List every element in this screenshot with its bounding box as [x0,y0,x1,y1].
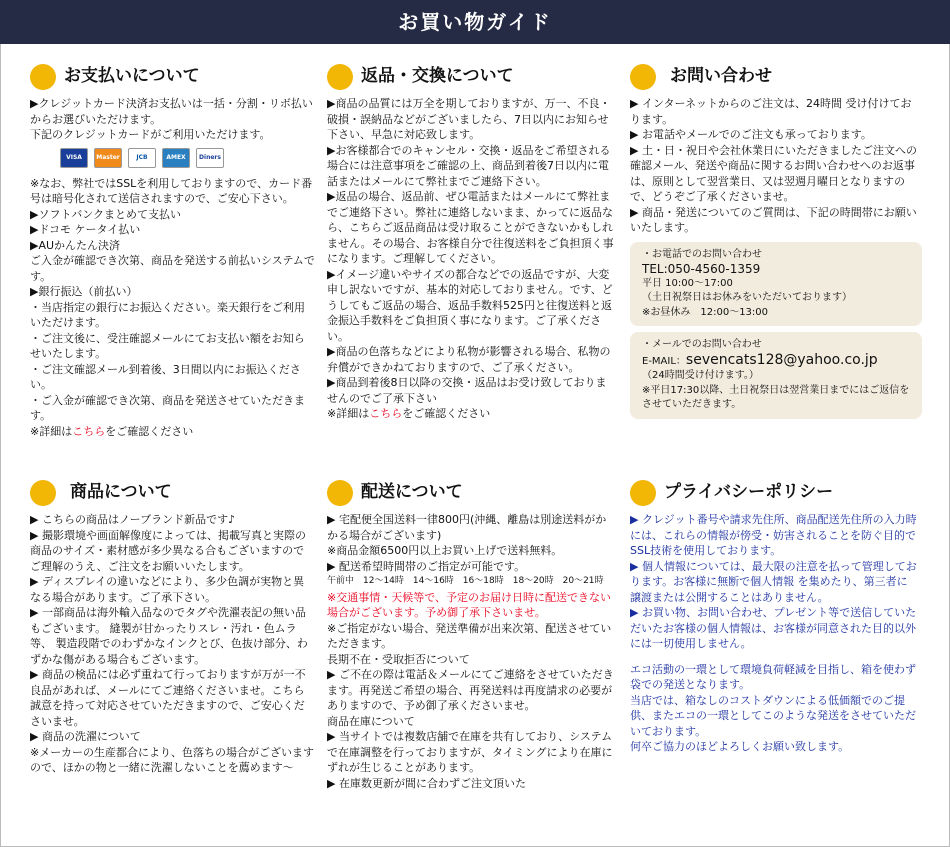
products-body: ▶ こちらの商品はノーブランド新品です♪ ▶ 撮影環境や画面解像度によっては、掲載写真と実際の商品のサイズ・素材感が多少異なる合もございますのでご理解のうえ、ご注文をお願いいたします。 ▶ ディスプレイの違いなどにより、多少色調が実物と異なる場合があります。ご了承下さい。 ▶ 一部商品は海外輸入品なのでタグや洗濯表記の無い品もございます。 縫製が甘かったりスレ・汚れ・色ムラ等、 製造段階でのわずかなインクとび、色抜け部分、わずかな傷がある場合もございます。 ▶ 商品の検品には必ず重ねて行っておりますが万が一不良品があれば、メールにてご連絡くださいませ。こちら誠意を持って対応させていただきますので、ご安心くださいませ。 ▶ 商品の洗濯について ※メーカーの生産都合により、色落ちの場合がございますので、ほかの物と一緒に洗濯しないことを薦めます〜 [30,513,314,774]
returns-detail-note: ※詳細はこちらをご確認ください [327,407,491,420]
cat-icon [30,480,56,506]
diners-logo-icon: Diners [196,148,224,168]
visa-logo-icon: VISA [60,148,88,168]
cat-icon [30,64,56,90]
phone-number: TEL:050-4560-1359 [642,262,761,276]
card-logos [60,148,315,168]
products-section [30,478,315,776]
returns-heading: 返品・交換について [327,62,617,92]
cat-icon [630,480,656,506]
amex-logo-icon: AMEX [162,148,190,168]
contact-body: ▶ インターネットからのご注文は、24時間 受け付けております。 ▶ お電話やメールでのご注文も承っております。 ▶ 土・日・祝日や会社休業日にいただきましたご注文への確認メール、発送や商品に関するお問い合わせへのお返事は、原則として翌営業日、又は翌週月曜日となりますので、どうぞご了承くださいませ。 ▶ 商品・発送についてのご質問は、下記の時間帯にお願いいたします。 [630,97,917,234]
payment-detail-note: ※詳細はこちらをご確認ください [30,424,194,438]
products-heading: 商品について [30,478,315,508]
returns-section [327,62,617,422]
shipping-time-slots: 午前中 12〜14時 14〜16時 16〜18時 18〜20時 20〜21時 [327,576,604,586]
privacy-body-1: ▶ クレジット番号や請求先住所、商品配送先住所の入力時には、これらの情報が傍受・妨害されることを防ぐ目的でSSL技術を使用しております。 ▶ 個人情報については、最大限の注意を払って管理しております。お客様に無断で個人情報 を集めたり、第三者に譲渡または公開することはありません。 ▶ お買い物、お問い合わせ、プレゼント等で送信していただいたお客様の個人情報は、お客様が同意された目的以外には一切使用しません。 [630,513,917,650]
privacy-section [630,478,918,755]
page-header [0,0,950,44]
payment-detail-link[interactable]: こちら [72,424,106,438]
payment-body: ※なお、弊社ではSSLを利用しておりますので、カード番号は暗号化されて送信されますので、ご安心下さい。 ▶ソフトバンクまとめて支払い ▶ドコモ ケータイ払い ▶AUかんたん決済 ご入金が確認でき次第、商品を発送する前払いシステムです。 ▶銀行振込（前払い） ・当店指定の銀行にお振込ください。楽天銀行をご利用いただけます。 ・ご注文後に、受注確認メールにてお支払い額をお知らせいたします。 ・ご注文確認メール到着後、3日間以内にお振込ください。 ・ご入金が確認でき次第、商品を発送させていただきます。 [30,176,315,422]
mastercard-logo-icon: Master [94,148,122,168]
payment-heading: お支払いについて [30,62,315,92]
contact-section [630,62,922,419]
mail-address[interactable]: sevencats128@yahoo.co.jp [685,351,878,368]
page-title: お買い物ガイド [398,10,552,34]
shipping-body-2: ※ご指定がない場合、発送準備が出来次第、配送させていただきます。 長期不在・受取拒否について ▶ ご不在の際は電話＆メールにてご連絡をさせていただきます。再発送ご希望の場合、再発送料は再度請求の必要がありますので、予め御了承くださいませ。 商品在庫について ▶ 当サイトでは複数店舗で在庫を共有しており、システムで在庫調整を行っておりますが、タイミングにより在庫にずれが生じることがあります。 ▶ 在庫数更新が間に合わずご注文頂いた [327,621,614,790]
cat-icon [327,64,353,90]
cat-icon [327,480,353,506]
shipping-body-1: ▶ 宅配便全国送料一律800円(沖縄、離島は別途送料がかかる場合がございます) ※商品金額6500円以上お買い上げで送料無料。 ▶ 配送希望時間帯のご指定が可能です。 [327,513,607,573]
contact-heading: お問い合わせ [630,62,922,92]
jcb-logo-icon: JCB [128,148,156,168]
payment-intro: ▶クレジットカード決済お支払いは一括・分割・リボ払いからお選びいただけます。 下記のクレジットカードがご利用いただけます。 [30,97,313,141]
phone-contact-panel: ・お電話でのお問い合わせ TEL:050-4560-1359 平日 10:00〜17:00 （土日祝祭日はお休みをいただいております） ※お昼休み 12:00〜13:00 [630,242,922,327]
privacy-body-2: エコ活動の一環として環境負荷軽減を目指し、箱を使わず袋での発送となります。 当店では、箱なしのコストダウンによる低価額でのご提供、またエコの一環としてこのような発送をさせていただいております。 何卒ご協力のほどよろしくお願い致します。 [630,662,916,753]
shipping-heading: 配送について [327,478,617,508]
shipping-section [327,478,617,791]
privacy-heading: プライバシーポリシー [630,478,918,508]
payment-section [30,62,315,439]
returns-body: ▶商品の品質には万全を期しておりますが、万一、不良・破損・誤納品などがございましたら、7日以内にお知らせ下さい、早急に対応致します。 ▶お客様都合でのキャンセル・交換・返品をご希望される場合には注意事項をご確認の上、商品到着後7日以内に電話またはメールにて弊社までご連絡下さい。 ▶返品の場合、返品前、ぜひ電話またはメールにて弊社までご連絡下さい。弊社に連絡しないまま、かってに返品なら、こちらご返品商品は受け取ることができないかもしれません。その場合、お客様自分で往復送料をご負担頂く事になります。ご理解してください。 ▶イメージ違いやサイズの都合などでの返品ですが、大変申し訳ないですが、基本的対応しておりません。です、どうしてもご返品の場合、返品手数料525円と往復送料と返金振込手数料をご負担頂く事になります。ご了承ください。 ▶商品の色落ちなどにより私物が影響される場合、私物の弁償ができかねておりますので、ご了承ください。 ▶商品到着後8日以降の交換・返品はお受け致しておりませんのでご了承下さい [327,97,614,405]
cat-icon [630,64,656,90]
shipping-red-note: ※交通事情・天候等で、予定のお届け日時に配送できない場合がございます。予め御了承下さいませ。 [327,590,611,619]
mail-contact-panel: ・メールでのお問い合わせ E-MAIL：sevencats128@yahoo.co.jp （24時間受け付けます。） ※平日17:30以降、土日祝祭日は翌営業日までにはご返信をさせていただきます。 [630,332,922,419]
returns-detail-link[interactable]: こちら [369,407,403,420]
